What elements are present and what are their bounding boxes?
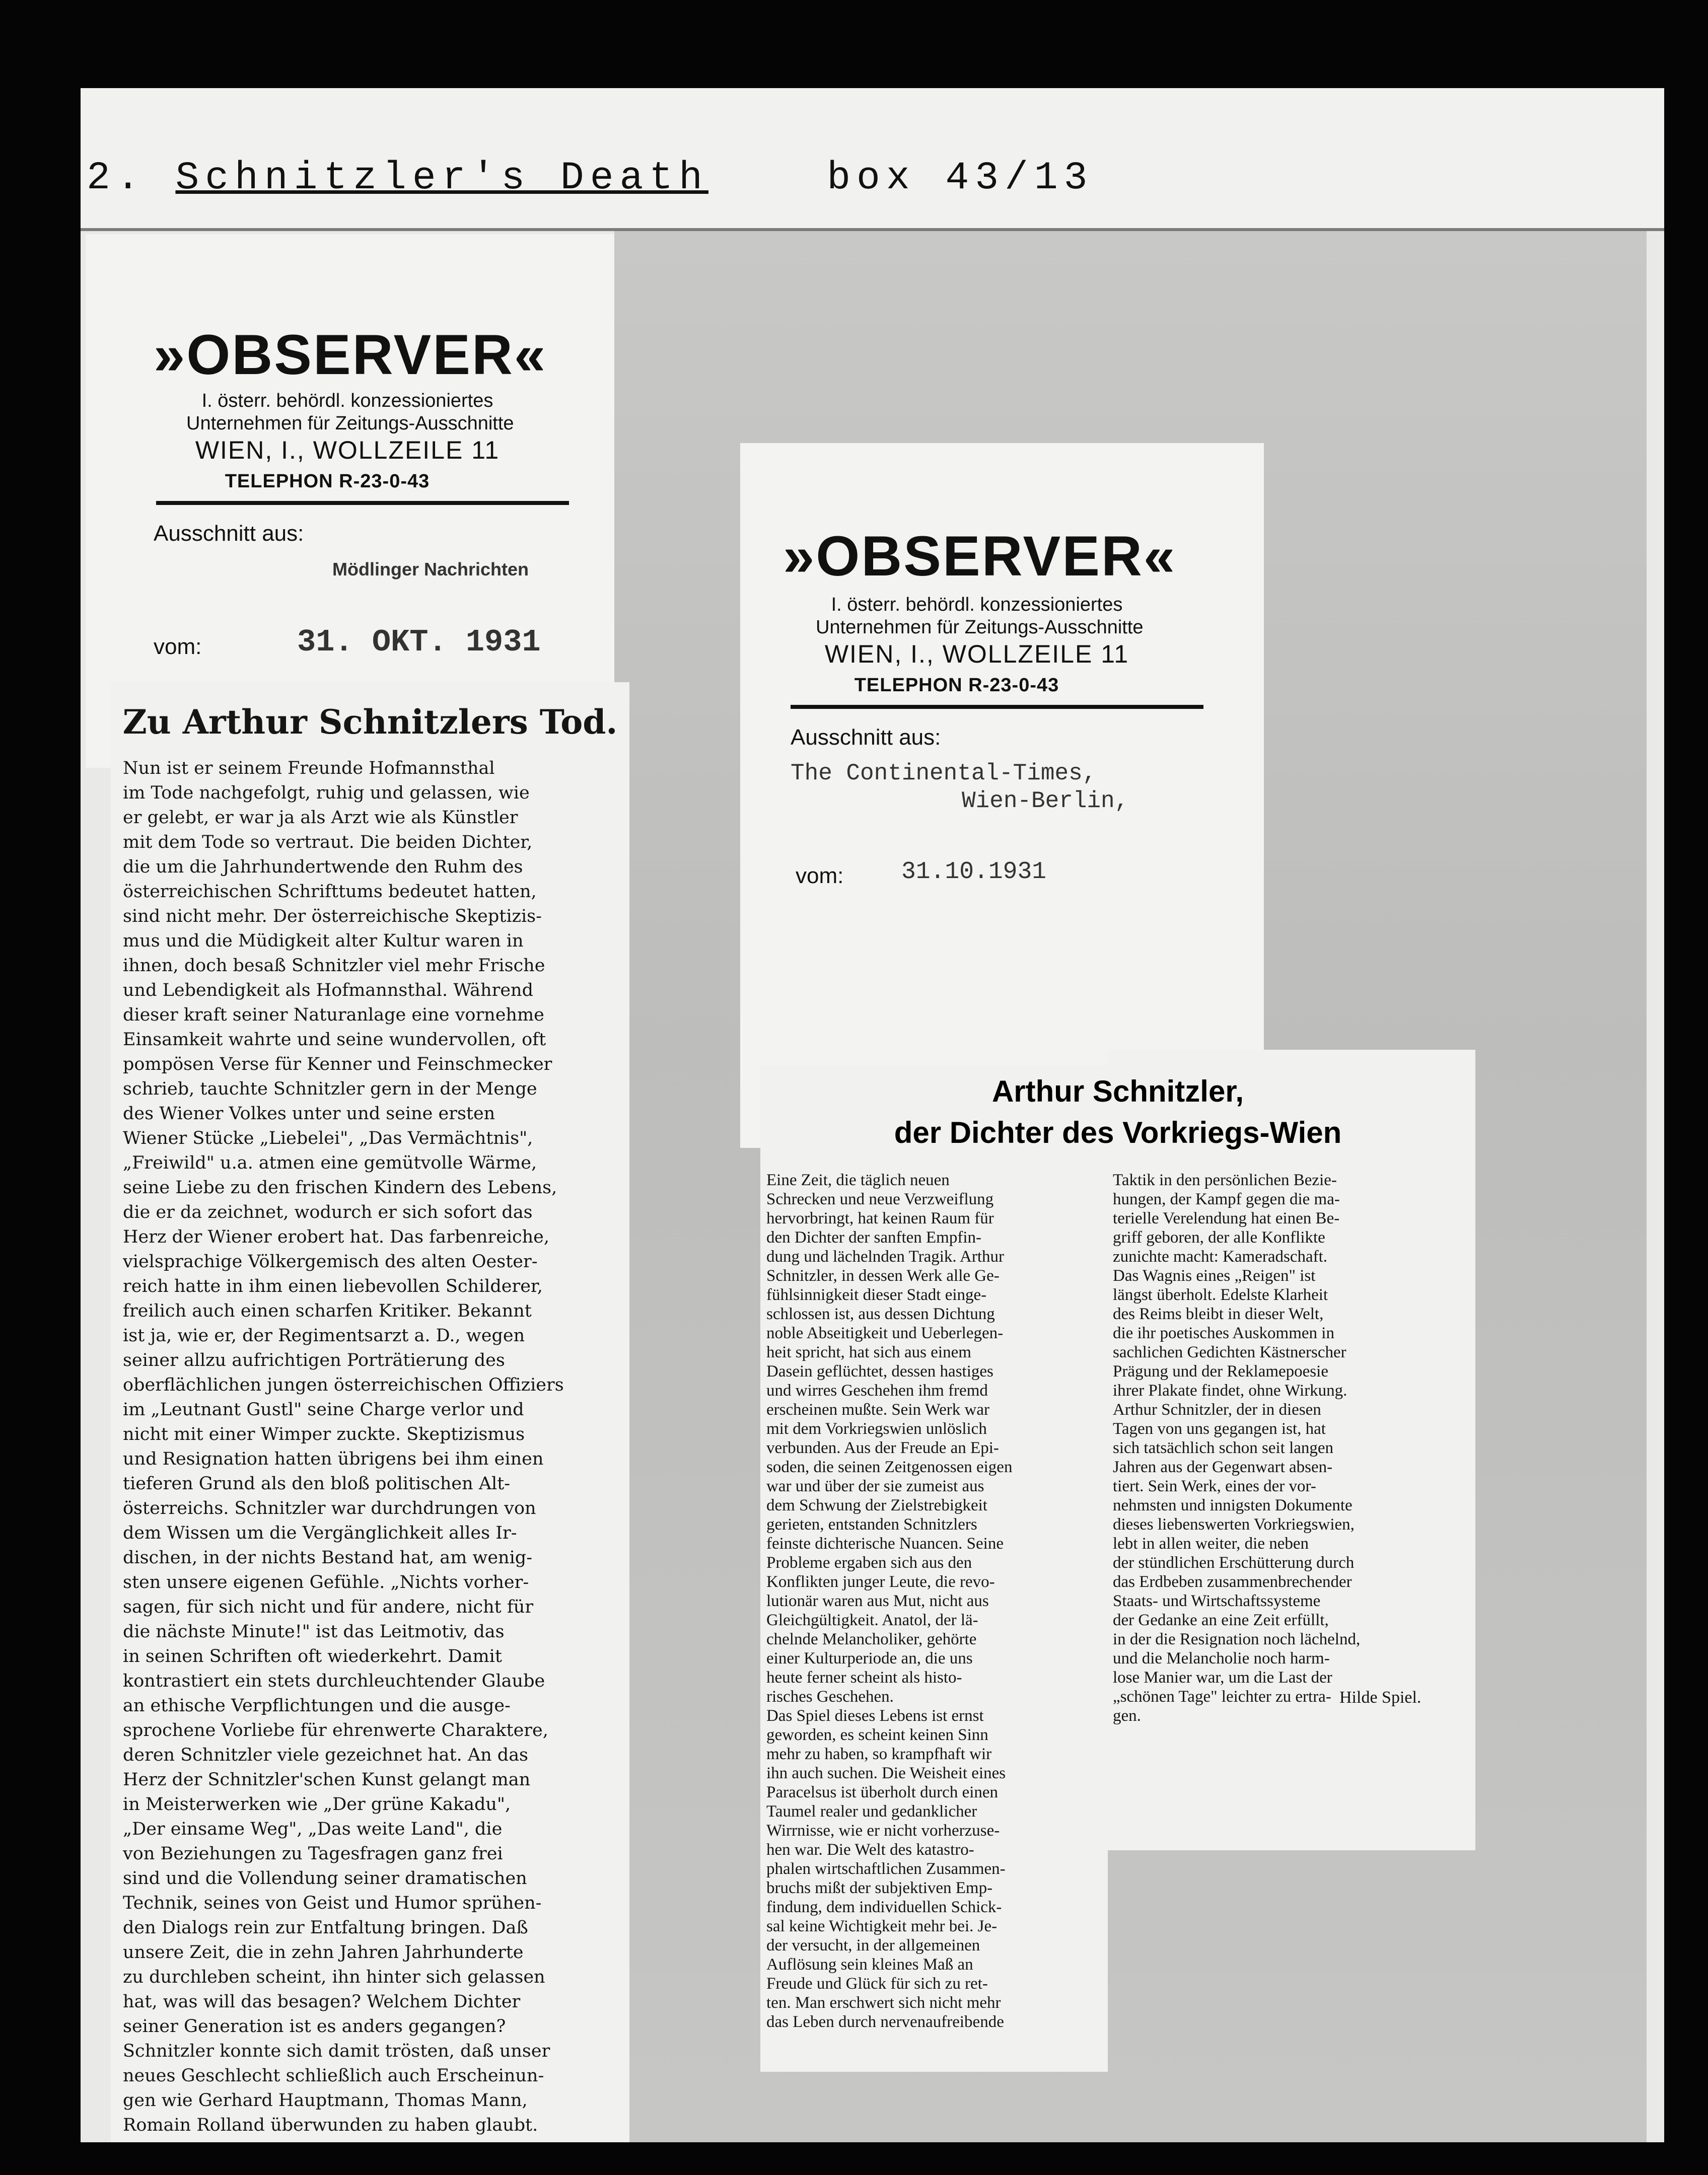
text-line: Arthur Schnitzler, der in diesen xyxy=(1113,1401,1321,1419)
text-line: seiner Generation ist es anders gegangen? xyxy=(123,2016,506,2037)
source-label: Ausschnitt aus: xyxy=(791,725,941,750)
title-line-1: Arthur Schnitzler, xyxy=(991,1074,1244,1108)
text-line: neues Geschlecht schließlich auch Erscheinun- xyxy=(123,2066,544,2086)
text-line: ihrer Plakate findet, ohne Wirkung. xyxy=(1113,1382,1347,1400)
text-line: Dasein geflüchtet, dessen hastiges xyxy=(766,1362,993,1381)
text-line: heit spricht, hat sich aus einem xyxy=(766,1343,971,1361)
text-line: hat, was will das besagen? Welchem Dichter xyxy=(123,1992,521,2012)
text-line: zunichte macht: Kameradschaft. xyxy=(1113,1248,1328,1266)
text-line: das Erdbeben zusammenbrechender xyxy=(1113,1573,1352,1591)
text-line: im Tode nachgefolgt, ruhig und gelassen, wie xyxy=(123,783,530,803)
archive-sheet xyxy=(81,88,1664,2142)
text-line: Konflikten junger Leute, die revo- xyxy=(766,1573,995,1591)
text-line: verbunden. Aus der Freude an Epi- xyxy=(766,1439,999,1457)
source-stamp-line-2: Wien-Berlin, xyxy=(962,788,1129,814)
text-line: gen wie Gerhard Hauptmann, Thomas Mann, xyxy=(123,2090,528,2111)
text-line: vielsprachige Völkergemisch des alten Oester- xyxy=(123,1252,538,1272)
text-line: fühlsinnigkeit dieser Stadt einge- xyxy=(766,1286,987,1304)
text-line: er gelebt, er war ja als Arzt wie als Künstler xyxy=(123,808,518,828)
text-line: noble Abseitigkeit und Ueberlegen- xyxy=(766,1324,1004,1342)
text-line: feinste dichterische Nuancen. Seine xyxy=(766,1535,1004,1553)
text-line: Schnitzler, in dessen Werk alle Ge- xyxy=(766,1267,1000,1285)
text-line: in Meisterwerken wie „Der grüne Kakadu", xyxy=(123,1794,511,1815)
text-line: sten unsere eigenen Gefühle. „Nichts vorher- xyxy=(123,1572,529,1592)
text-line: „Der einsame Weg", „Das weite Land", die xyxy=(123,1819,503,1839)
text-line: reich hatte in ihm einen liebevollen Schilderer, xyxy=(123,1276,543,1296)
text-line: ist ja, wie er, der Regimentsarzt a. D., wegen xyxy=(123,1326,525,1346)
text-line: gen. xyxy=(1113,1707,1141,1725)
text-line: chelnde Melancholiker, gehörte xyxy=(766,1630,977,1648)
text-line: Das Spiel dieses Lebens ist ernst xyxy=(766,1707,984,1725)
text-line: sind und die Vollendung seiner dramatischen xyxy=(123,1868,527,1889)
text-line: hungen, der Kampf gegen die ma- xyxy=(1113,1190,1340,1208)
observer-address: WIEN, I., WOLLZEILE 11 xyxy=(195,436,500,464)
source-stamp-line-1: The Continental-Times, xyxy=(791,760,1097,786)
text-line: des Wiener Volkes unter und seine ersten xyxy=(123,1104,495,1124)
text-line: österreichischen Schrifttums bedeutet hatten, xyxy=(123,882,537,902)
text-line: dem Schwung der Zielstrebigkeit xyxy=(766,1496,987,1514)
text-line: Wiener Stücke „Liebelei", „Das Vermächtnis", xyxy=(123,1128,533,1148)
header-title: Schnitzler's Death xyxy=(175,156,708,200)
text-line: dischen, in der nichts Bestand hat, am wenig- xyxy=(123,1548,533,1568)
text-line: tiert. Sein Werk, eines der vor- xyxy=(1113,1477,1316,1495)
text-line: bruchs mißt der subjektiven Emp- xyxy=(766,1879,993,1897)
text-line: lose Manier war, um die Last der xyxy=(1113,1669,1332,1687)
text-line: und Resignation hatten übrigens bei ihm einen xyxy=(123,1449,544,1469)
text-line: oberflächlichen jungen österreichischen Offiziers xyxy=(123,1375,564,1395)
text-line: erscheinen mußte. Sein Werk war xyxy=(766,1401,990,1419)
text-line: Prägung und der Reklamepoesie xyxy=(1113,1362,1328,1381)
observer-telephone: TELEPHON R-23-0-43 xyxy=(854,675,1059,696)
text-line: soden, die seinen Zeitgenossen eigen xyxy=(766,1458,1013,1476)
text-line: ihnen, doch besaß Schnitzler viel mehr Frische xyxy=(123,956,545,976)
observer-line-2: Unternehmen für Zeitungs-Ausschnitte xyxy=(816,617,1144,638)
observer-line-1: I. österr. behördl. konzessioniertes xyxy=(201,390,493,411)
text-line: Probleme ergaben sich aus den xyxy=(766,1554,972,1572)
text-line: hervorbringt, hat keinen Raum für xyxy=(766,1209,994,1227)
text-line: lutionär waren aus Mut, nicht aus xyxy=(766,1592,989,1610)
text-line: Technik, seines von Geist und Humor sprühen- xyxy=(123,1893,542,1913)
text-line: sind nicht mehr. Der österreichische Skeptizis- xyxy=(123,906,542,926)
date-label: vom: xyxy=(796,863,844,888)
observer-line-2: Unternehmen für Zeitungs-Ausschnitte xyxy=(186,413,514,434)
text-line: der stündlichen Erschütterung durch xyxy=(1113,1554,1355,1572)
text-line: „Freiwild" u.a. atmen eine gemütvolle Wärme, xyxy=(123,1153,537,1173)
text-line: Romain Rolland überwunden zu haben glaubt. xyxy=(123,2115,538,2135)
text-line: Das Wagnis eines „Reigen" ist xyxy=(1113,1267,1316,1285)
text-line: sachlichen Gedichten Kästnerscher xyxy=(1113,1343,1346,1361)
observer-name: »OBSERVER« xyxy=(154,323,547,386)
text-line: in seinen Schriften oft wiederkehrt. Damit xyxy=(123,1646,502,1666)
text-line: Schnitzler konnte sich damit trösten, daß unser xyxy=(123,2041,550,2061)
text-line: lebt in allen weiter, die neben xyxy=(1113,1535,1309,1553)
text-line: dung und lächelnden Tragik. Arthur xyxy=(766,1248,1005,1266)
clipping-right-title xyxy=(760,1065,1475,1171)
clipping-column-1 xyxy=(766,1171,1104,2032)
text-line: dieses liebenswerten Vorkriegswien, xyxy=(1113,1515,1355,1534)
text-line: mit dem Tode so vertraut. Die beiden Dichter, xyxy=(123,832,533,852)
text-line: nehmsten und innigsten Dokumente xyxy=(1113,1496,1353,1514)
observer-line-1: I. österr. behördl. konzessioniertes xyxy=(831,594,1123,615)
clipping-left xyxy=(111,682,629,2142)
text-line: Herz der Schnitzler'schen Kunst gelangt man xyxy=(123,1770,531,1790)
header-number: 2. xyxy=(87,156,146,200)
text-line: pompösen Verse für Kenner und Feinschmecker xyxy=(123,1054,552,1074)
signature: Hilde Spiel. xyxy=(1339,1688,1421,1707)
text-line: des Reims bleibt in dieser Welt, xyxy=(1113,1305,1324,1323)
text-line: findung, dem individuellen Schick- xyxy=(766,1898,1002,1916)
text-line: den Dichter der sanften Empfin- xyxy=(766,1228,982,1247)
observer-slip-right xyxy=(740,443,1264,1148)
text-line: ihn auch suchen. Die Weisheit eines xyxy=(766,1764,1006,1782)
text-line: Nun ist er seinem Freunde Hofmannsthal xyxy=(123,758,495,778)
text-line: war und über der sie zumeist aus xyxy=(766,1477,984,1495)
text-line: phalen wirtschaftlichen Zusammen- xyxy=(766,1860,1006,1878)
text-line: Jahren aus der Gegenwart absen- xyxy=(1113,1458,1333,1476)
text-line: freilich auch einen scharfen Kritiker. Bekannt xyxy=(123,1301,532,1321)
text-line: unsere Zeit, die in zehn Jahren Jahrhunderte xyxy=(123,1942,524,1963)
text-line: von Beziehungen zu Tagesfragen ganz frei xyxy=(123,1844,503,1864)
text-line: mus und die Müdigkeit alter Kultur waren in xyxy=(123,931,524,951)
observer-name: »OBSERVER« xyxy=(783,525,1177,588)
archive-header xyxy=(87,156,1094,200)
text-line: Wirrnisse, wie er nicht vorherzuse- xyxy=(766,1822,1000,1840)
text-line: Staats- und Wirtschaftssysteme xyxy=(1113,1592,1321,1610)
text-line: und Lebendigkeit als Hofmannsthal. Während xyxy=(123,980,533,1000)
text-line: schlossen ist, aus dessen Dichtung xyxy=(766,1305,995,1323)
text-line: österreichs. Schnitzler war durchdrungen von xyxy=(123,1498,536,1518)
text-line: hen war. Die Welt des katastro- xyxy=(766,1841,974,1859)
text-line: dem Wissen um die Vergänglichkeit alles Ir- xyxy=(123,1523,517,1543)
text-line: ten. Man erschwert sich nicht mehr xyxy=(766,1994,1001,2012)
text-line: zu durchleben scheint, ihn hinter sich gelassen xyxy=(123,1967,545,1987)
text-line: kontrastiert ein stets durchleuchtender Glaube xyxy=(123,1671,545,1691)
text-line: die um die Jahrhundertwende den Ruhm des xyxy=(123,857,523,877)
text-line: deren Schnitzler viele gezeichnet hat. An das xyxy=(123,1745,529,1765)
text-line: die er da zeichnet, wodurch er sich sofort das xyxy=(123,1202,533,1222)
text-line: mehr zu haben, so krampfhaft wir xyxy=(766,1745,992,1763)
date-stamp: 31. OKT. 1931 xyxy=(297,624,541,660)
source-stamp: Mödlinger Nachrichten xyxy=(332,559,529,579)
text-line: in der die Resignation noch lächelnd, xyxy=(1113,1630,1361,1648)
text-line: seiner allzu aufrichtigen Porträtierung des xyxy=(123,1350,505,1370)
text-line: dieser kraft seiner Naturanlage eine vornehme xyxy=(123,1005,544,1025)
text-line: der versucht, in der allgemeinen xyxy=(766,1936,980,1954)
clipping-column-2 xyxy=(1113,1171,1460,1725)
observer-address: WIEN, I., WOLLZEILE 11 xyxy=(824,640,1129,668)
text-line: Auflösung sein kleines Maß an xyxy=(766,1955,973,1974)
text-line: sal keine Wichtigkeit mehr bei. Je- xyxy=(766,1917,998,1935)
text-line: „schönen Tage" leichter zu ertra- xyxy=(1113,1688,1331,1706)
text-line: der Gedanke an eine Zeit erfüllt, xyxy=(1113,1611,1329,1629)
observer-rule xyxy=(791,705,1203,709)
source-label: Ausschnitt aus: xyxy=(154,521,304,546)
text-line: schrieb, tauchte Schnitzler gern in der Menge xyxy=(123,1079,537,1099)
text-line: die ihr poetisches Auskommen in xyxy=(1113,1324,1334,1342)
text-line: Paracelsus ist überholt durch einen xyxy=(766,1783,999,1801)
text-line: Taktik in den persönlichen Bezie- xyxy=(1113,1171,1337,1189)
text-line: gerieten, entstanden Schnitzlers xyxy=(766,1515,977,1534)
text-line: den Dialogs rein zur Entfaltung bringen. Daß xyxy=(123,1918,528,1938)
text-line: Taumel realer und gedanklicher xyxy=(766,1802,977,1821)
text-line: Tagen von uns gegangen ist, hat xyxy=(1113,1420,1326,1438)
text-line: die nächste Minute!" ist das Leitmotiv, das xyxy=(123,1622,505,1642)
text-line: Gleichgültigkeit. Anatol, der lä- xyxy=(766,1611,978,1629)
text-line: Freude und Glück für sich zu ret- xyxy=(766,1975,988,1993)
header-box: box 43/13 xyxy=(827,156,1094,200)
date-stamp: 31.10.1931 xyxy=(901,858,1047,886)
text-line: Einsamkeit wahrte und seine wundervollen, oft xyxy=(123,1030,546,1050)
text-line: griff geboren, der alle Konflikte xyxy=(1113,1228,1325,1247)
text-line: und wirres Geschehen ihm fremd xyxy=(766,1382,988,1400)
text-line: Herz der Wiener erobert hat. Das farbenreiche, xyxy=(123,1227,550,1247)
text-line: Schrecken und neue Verzweiflung xyxy=(766,1190,994,1208)
text-line: und die Melancholie noch harm- xyxy=(1113,1649,1330,1668)
observer-rule xyxy=(156,501,569,505)
text-line: sprochene Vorliebe für ehrenwerte Charaktere, xyxy=(123,1720,548,1741)
text-line: seine Liebe zu den frischen Kindern des Lebens, xyxy=(123,1178,557,1198)
text-line: geworden, es scheint keinen Sinn xyxy=(766,1726,988,1744)
text-line: im „Leutnant Gustl" seine Charge verlor und xyxy=(123,1400,524,1420)
text-line: nicht mit einer Wimper zuckte. Skeptizismus xyxy=(123,1424,525,1444)
text-line: an ethische Verpflichtungen und die ausge- xyxy=(123,1696,511,1716)
date-label: vom: xyxy=(154,634,202,659)
text-line: tieferen Grund als den bloß politischen Alt- xyxy=(123,1474,511,1494)
observer-telephone: TELEPHON R-23-0-43 xyxy=(225,471,430,492)
clipping-title: Zu Arthur Schnitzlers Tod. xyxy=(122,702,618,742)
text-line: risches Geschehen. xyxy=(766,1688,894,1706)
text-line: sich tatsächlich schon seit langen xyxy=(1113,1439,1334,1457)
text-line: terielle Verelendung hat einen Be- xyxy=(1113,1209,1340,1227)
title-line-2: der Dichter des Vorkriegs-Wien xyxy=(894,1116,1342,1149)
text-line: Eine Zeit, die täglich neuen xyxy=(766,1171,950,1189)
text-line: heute ferner scheint als histo- xyxy=(766,1669,962,1687)
text-line: mit dem Vorkriegswien unlöslich xyxy=(766,1420,987,1438)
text-line: sagen, für sich nicht und für andere, nicht für xyxy=(123,1597,534,1617)
text-line: einer Kulturperiode an, die uns xyxy=(766,1649,973,1668)
clipping-right xyxy=(760,1065,1108,2072)
text-line: längst überholt. Edelste Klarheit xyxy=(1113,1286,1328,1304)
text-line: das Leben durch nervenaufreibende xyxy=(766,2013,1004,2031)
header-divider xyxy=(81,228,1664,231)
